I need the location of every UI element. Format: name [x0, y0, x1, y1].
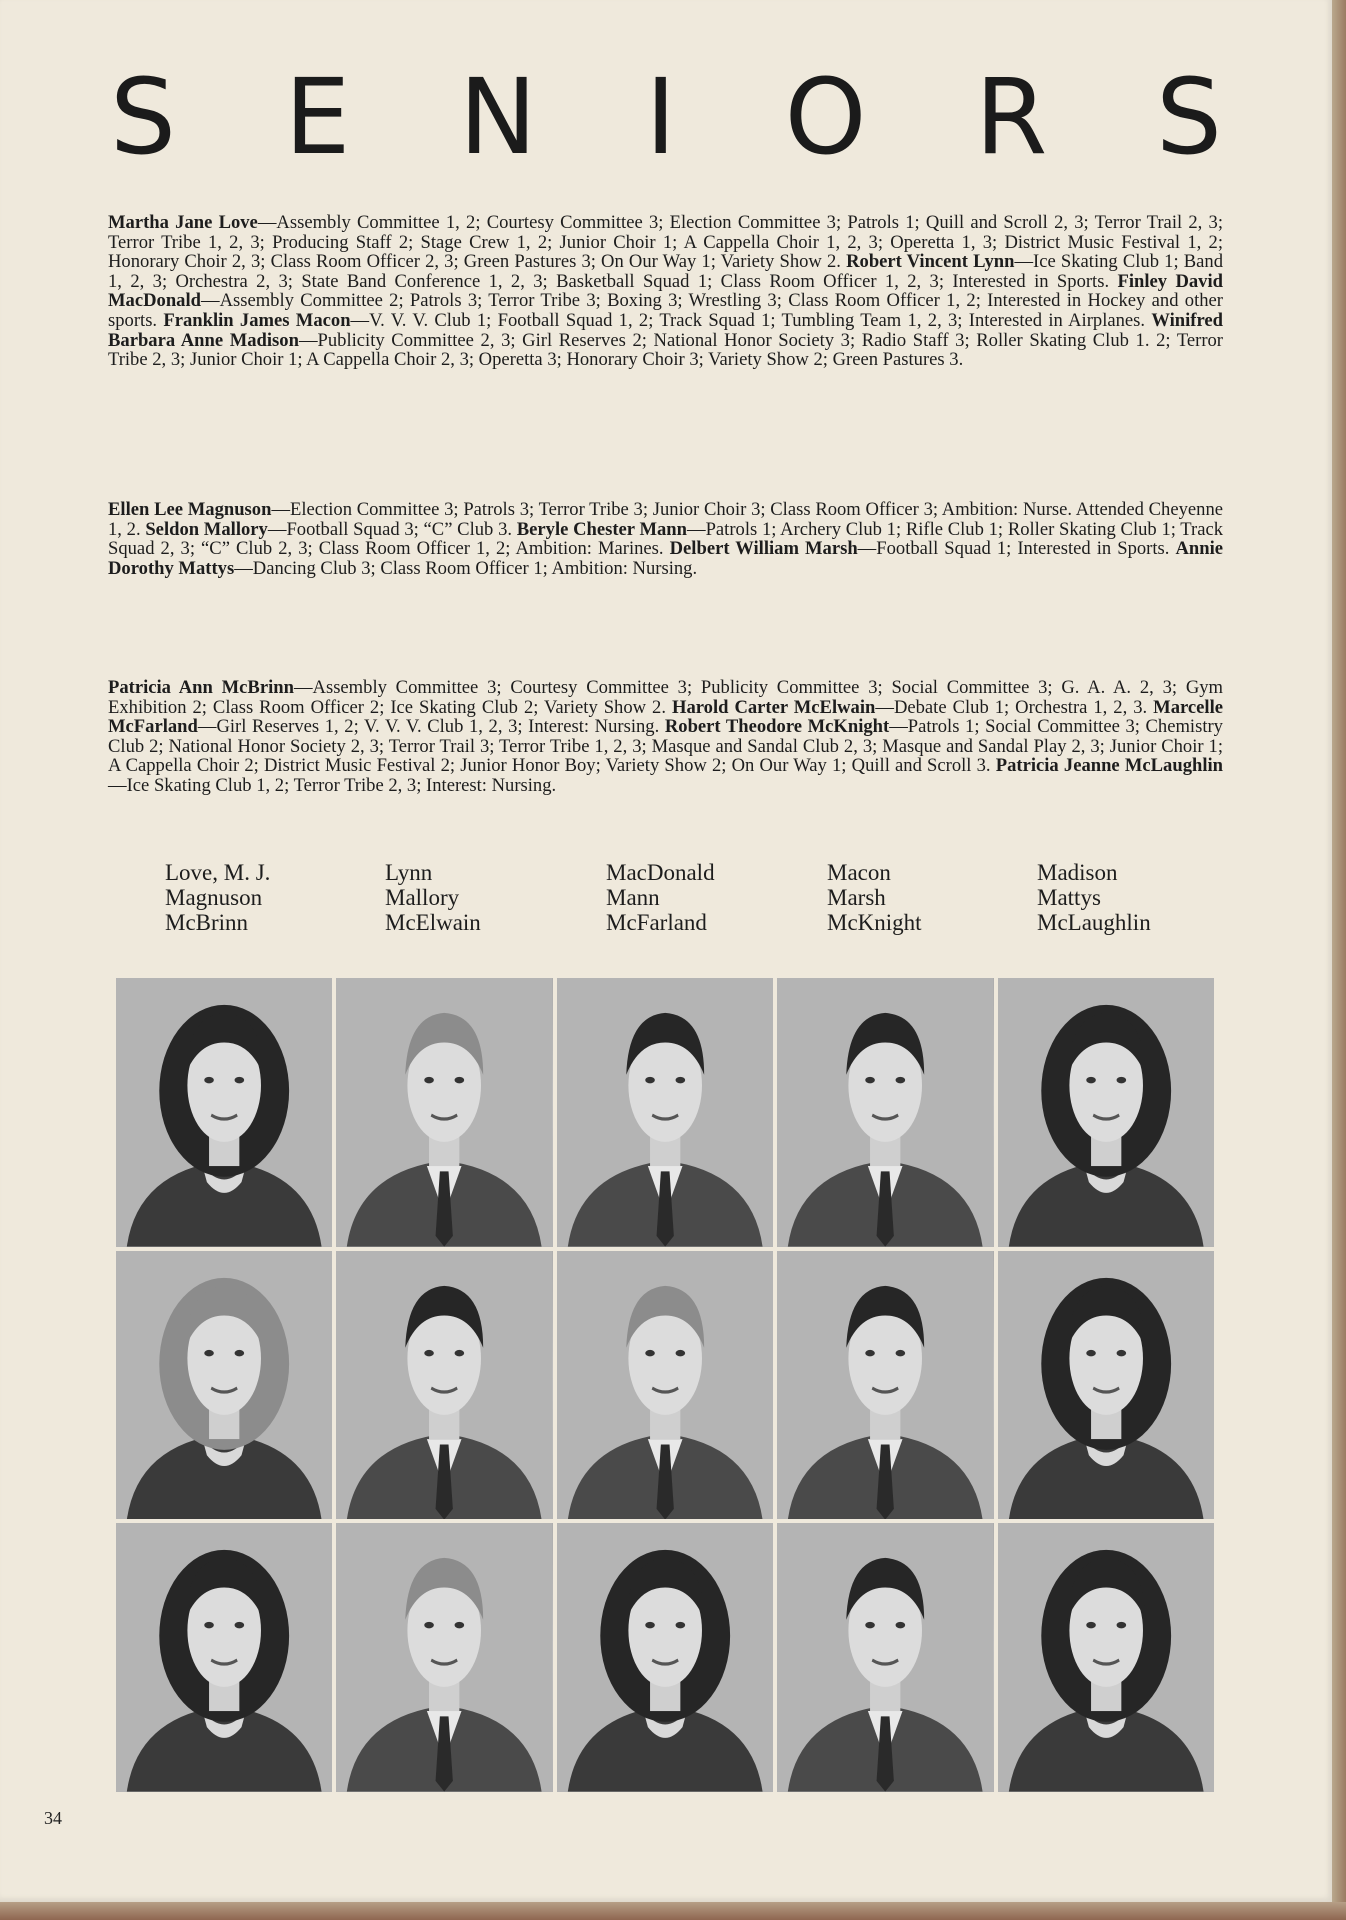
student-activities: —V. V. V. Club 1; Football Squad 1, 2; Track Squad 1; Tumbling Team 1, 2, 3; Interested in Airplanes.: [350, 309, 1152, 331]
name-column: [165, 860, 270, 935]
student-portrait: [777, 978, 993, 1247]
portrait-grid: [116, 978, 1214, 1792]
student-name: Seldon Mallory: [145, 518, 268, 540]
student-activities: —Ice Skating Club 1; Band 1, 2, 3; Orchestra 2, 3; State Band Conference 1, 2, 3; Basketball Squad 1; Class Room Officer 1, 2, 3; Interested in Sports.: [108, 251, 1223, 292]
name-column: [827, 860, 922, 935]
title-letter: N: [458, 56, 537, 178]
portrait-name: Magnuson: [165, 885, 263, 910]
student-activities: —Dancing Club 3; Class Room Officer 1; Ambition: Nursing.: [234, 557, 698, 579]
student-name: Ellen Lee Magnuson: [108, 499, 272, 520]
student-name: Harold Carter McElwain: [671, 696, 876, 718]
student-activities: —Debate Club 1; Orchestra 1, 2, 3.: [875, 696, 1154, 718]
student-name: Martha Jane Love: [108, 212, 258, 233]
portrait-name: Mallory: [385, 885, 460, 910]
portrait-name: McKnight: [827, 910, 922, 935]
page-number: 34: [44, 1808, 62, 1828]
student-activities: —Football Squad 1; Interested in Sports.: [857, 538, 1176, 560]
senior-activities-paragraph: [108, 500, 1223, 578]
student-portrait: [998, 978, 1214, 1247]
student-activities: —Patrols 1; Archery Club 1; Rifle Club 1; Roller Skating Club 1; Track Squad 2, 3; “C” Club 2, 3; Class Room Officer 1, 2; Ambition: Marines.: [108, 518, 1223, 560]
student-activities: —Ice Skating Club 1, 2; Terror Tribe 2, 3; Interest: Nursing.: [108, 774, 557, 796]
student-activities: —Patrols 1; Social Committee 3; Chemistry Club 2; National Honor Society 2, 3; Terror Trail 3; Terror Tribe 1, 2, 3; Masque and Sandal Club 2, 3; Masque and Sandal Play 2, 3; Junior Choir 1; A Cappella Choir 2; District Music Festival 2; Junior Honor Boy; Variety Show 2; On Our Way 1; Quill and Scroll 3.: [108, 716, 1223, 777]
student-portrait: [116, 978, 332, 1247]
name-column: [1037, 860, 1151, 935]
student-portrait: [336, 1523, 552, 1792]
portrait-name: MacDonald: [606, 860, 715, 885]
page-edge: [0, 1902, 1346, 1920]
student-name: Winifred Barbara Anne Madison: [108, 309, 1223, 351]
page-edge: [1332, 0, 1346, 1920]
student-name: Patricia Jeanne McLaughlin: [995, 755, 1224, 777]
student-name: Franklin James Macon: [163, 309, 351, 331]
name-column: [606, 860, 715, 935]
title-letter: R: [975, 56, 1048, 178]
title-letter: E: [284, 56, 351, 178]
student-name: Delbert William Marsh: [669, 538, 858, 560]
student-portrait: [777, 1251, 993, 1520]
portrait-name: McLaughlin: [1037, 910, 1151, 935]
portrait-name: Mattys: [1037, 885, 1101, 910]
page-title: [110, 56, 1222, 178]
portrait-name: McElwain: [385, 910, 481, 935]
student-portrait: [998, 1251, 1214, 1520]
photo-name-index: [165, 860, 1225, 960]
student-name: Finley David MacDonald: [108, 270, 1223, 312]
title-letter: S: [1155, 56, 1222, 178]
student-activities: —Assembly Committee 3; Courtesy Committee 3; Publicity Committee 3; Social Committee 3; G. A. A. 2, 3; Gym Exhibition 2; Class Room Officer 2; Ice Skating Club 2; Variety Show 2.: [108, 677, 1224, 718]
student-activities: —Assembly Committee 1, 2; Courtesy Committee 3; Election Committee 3; Patrols 1; Quill and Scroll 2, 3; Terror Trail 2, 3; Terror Tribe 1, 2, 3; Producing Staff 2; Stage Crew 1, 2; Junior Choir 1; A Cappella Choir 1, 2, 3; Operetta 1, 3; District Music Festival 1, 2; Honorary Choir 2, 3; Class Room Officer 2, 3; Green Pastures 3; On Our Way 1; Variety Show 2.: [108, 212, 1224, 273]
portrait-name: Lynn: [385, 860, 433, 885]
senior-activities-paragraph: [108, 678, 1223, 796]
portrait-name: Macon: [827, 860, 891, 885]
portrait-name: Madison: [1037, 860, 1118, 885]
title-letter: S: [110, 56, 177, 178]
student-portrait: [998, 1523, 1214, 1792]
senior-activities-paragraph: [108, 213, 1223, 370]
student-portrait: [557, 1251, 773, 1520]
student-activities: —Publicity Committee 2, 3; Girl Reserves 2; National Honor Society 3; Radio Staff 3; Roller Skating Club 1. 2; Terror Tribe 2, 3; Junior Choir 1; A Cappella Choir 2, 3; Operetta 3; Honorary Choir 3; Variety Show 2; Green Pastures 3.: [108, 329, 1224, 371]
title-letter: I: [645, 56, 677, 178]
student-name: Robert Theodore McKnight: [664, 716, 890, 738]
portrait-name: Marsh: [827, 885, 886, 910]
student-portrait: [336, 978, 552, 1247]
portrait-name: McFarland: [606, 910, 707, 935]
student-name: Beryle Chester Mann: [516, 518, 687, 540]
portrait-name: Love, M. J.: [165, 860, 271, 885]
portrait-name: Mann: [606, 885, 660, 910]
student-activities: —Football Squad 3; “C” Club 3.: [267, 518, 517, 540]
student-name: Robert Vincent Lynn: [846, 251, 1015, 273]
student-name: Marcelle McFarland: [108, 696, 1224, 738]
student-name: Annie Dorothy Mattys: [108, 538, 1223, 579]
student-portrait: [557, 978, 773, 1247]
student-name: Patricia Ann McBrinn: [108, 677, 294, 698]
student-portrait: [777, 1523, 993, 1792]
student-activities: —Girl Reserves 1, 2; V. V. V. Club 1, 2, 3; Interest: Nursing.: [197, 716, 665, 738]
student-portrait: [336, 1251, 552, 1520]
portrait-name: McBrinn: [165, 910, 249, 935]
student-activities: —Assembly Committee 2; Patrols 3; Terror Tribe 3; Boxing 3; Wrestling 3; Class Room Officer 1, 2; Interested in Hockey and other sports.: [108, 290, 1223, 331]
student-activities: —Election Committee 3; Patrols 3; Terror Tribe 3; Junior Choir 3; Class Room Officer 3; Ambition: Nurse. Attended Cheyenne 1, 2.: [108, 499, 1223, 540]
student-portrait: [116, 1251, 332, 1520]
name-column: [385, 860, 481, 935]
title-letter: O: [784, 56, 867, 178]
student-portrait: [116, 1523, 332, 1792]
student-portrait: [557, 1523, 773, 1792]
